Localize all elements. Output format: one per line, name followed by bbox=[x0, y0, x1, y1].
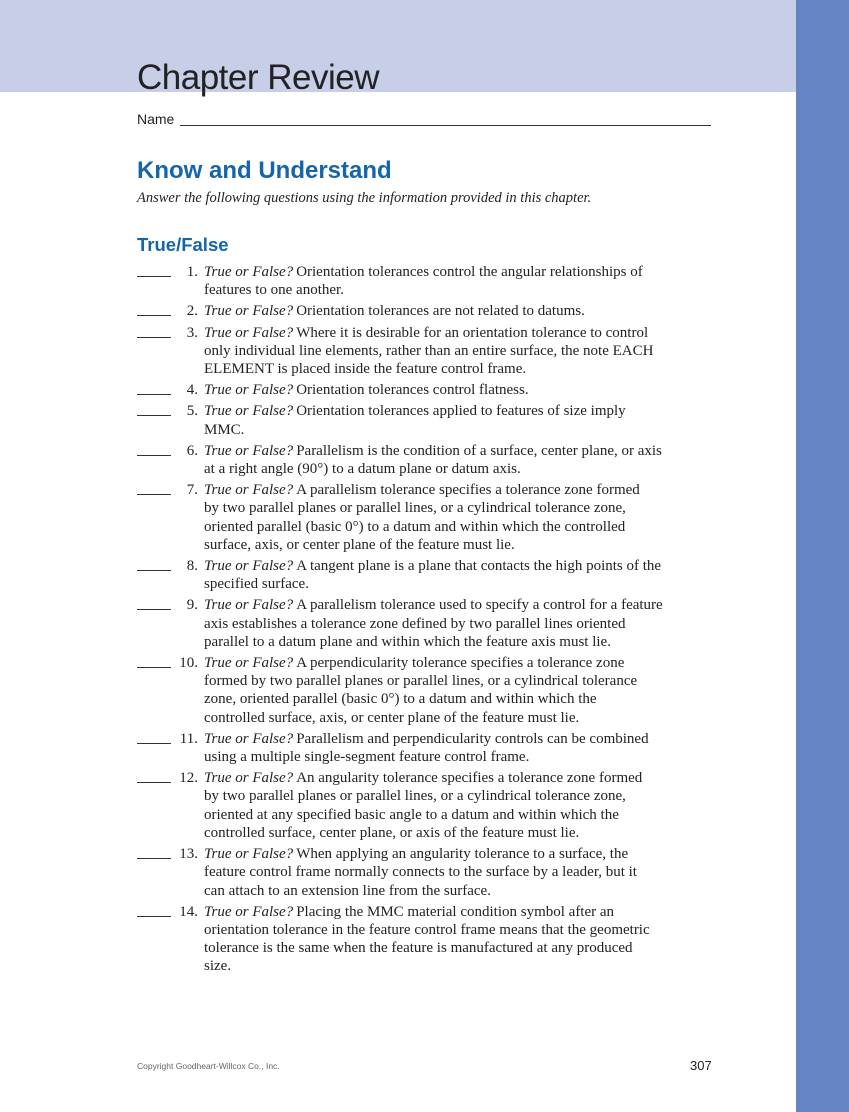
question-line: at a right angle (90°) to a datum plane or datum axis. bbox=[204, 461, 521, 478]
question-item bbox=[137, 557, 717, 593]
page-title: Chapter Review bbox=[137, 58, 379, 97]
question-text bbox=[204, 557, 717, 593]
question-number: 5. bbox=[186, 403, 198, 420]
question-number: 10. bbox=[179, 655, 198, 672]
question-prefix: True or False? bbox=[204, 846, 294, 863]
answer-blank bbox=[137, 654, 171, 668]
question-line: can attach to an extension line from the surface. bbox=[204, 882, 491, 899]
question-line: by two parallel planes or parallel lines, or a cylindrical tolerance zone, bbox=[204, 788, 626, 805]
question-number: 9. bbox=[186, 597, 198, 614]
question-text bbox=[204, 769, 717, 842]
question-line: zone, oriented parallel (basic 0°) to a datum and within which the bbox=[204, 691, 597, 708]
question-line: axis establishes a tolerance zone defined by two parallel lines oriented bbox=[204, 615, 626, 632]
question-number: 12. bbox=[179, 770, 198, 787]
answer-blank bbox=[137, 596, 171, 610]
question-number: 4. bbox=[186, 382, 198, 399]
question-prefix: True or False? bbox=[204, 558, 294, 575]
question-number: 3. bbox=[186, 324, 198, 341]
question-item bbox=[137, 302, 717, 320]
question-item bbox=[137, 481, 717, 554]
question-line: Orientation tolerances control flatness. bbox=[296, 382, 529, 399]
question-line: Where it is desirable for an orientation tolerance to control bbox=[296, 324, 649, 341]
header-band bbox=[0, 0, 796, 92]
question-line: controlled surface, center plane, or axis of the feature must lie. bbox=[204, 824, 580, 841]
answer-blank bbox=[137, 769, 171, 783]
page-number: 307 bbox=[690, 1058, 712, 1073]
question-line: Parallelism and perpendicularity controls can be combined bbox=[296, 730, 649, 747]
question-text bbox=[204, 845, 717, 900]
question-line: A parallelism tolerance used to specify a control for a feature bbox=[296, 597, 663, 614]
question-number: 7. bbox=[186, 482, 198, 499]
answer-blank bbox=[137, 324, 171, 338]
question-line: oriented parallel (basic 0°) to a datum and within which the controlled bbox=[204, 518, 626, 535]
question-text bbox=[204, 903, 717, 976]
question-line: Placing the MMC material condition symbol after an bbox=[296, 903, 615, 920]
question-text bbox=[204, 654, 717, 727]
question-prefix: True or False? bbox=[204, 770, 294, 787]
answer-blank bbox=[137, 402, 171, 416]
answer-blank bbox=[137, 557, 171, 571]
question-line: A parallelism tolerance specifies a tolerance zone formed bbox=[296, 482, 640, 499]
question-item bbox=[137, 596, 717, 651]
question-line: A perpendicularity tolerance specifies a tolerance zone bbox=[296, 655, 625, 672]
answer-blank bbox=[137, 381, 171, 395]
question-line: Parallelism is the condition of a surface, center plane, or axis bbox=[296, 442, 662, 459]
question-line: by two parallel planes or parallel lines, or a cylindrical tolerance zone, bbox=[204, 500, 626, 517]
answer-blank bbox=[137, 302, 171, 316]
question-line: Orientation tolerances control the angular relationships of bbox=[296, 264, 643, 280]
name-field bbox=[137, 111, 711, 127]
question-text bbox=[204, 324, 717, 379]
question-item bbox=[137, 730, 717, 766]
question-line: only individual line elements, rather than an entire surface, the note EACH bbox=[204, 342, 654, 359]
question-list bbox=[137, 263, 717, 979]
question-prefix: True or False? bbox=[204, 324, 294, 341]
answer-blank bbox=[137, 845, 171, 859]
question-item bbox=[137, 263, 717, 299]
question-line: tolerance is the same when the feature is manufactured at any produced bbox=[204, 940, 633, 957]
question-line: Orientation tolerances are not related to datums. bbox=[296, 303, 585, 320]
question-prefix: True or False? bbox=[204, 403, 294, 420]
question-line: MMC. bbox=[204, 421, 245, 438]
question-line: specified surface. bbox=[204, 576, 309, 593]
answer-blank bbox=[137, 903, 171, 917]
question-prefix: True or False? bbox=[204, 482, 294, 499]
page-edge-tab bbox=[796, 0, 849, 1112]
answer-blank bbox=[137, 730, 171, 744]
question-text bbox=[204, 442, 717, 478]
question-text bbox=[204, 596, 717, 651]
question-line: formed by two parallel planes or parallel lines, or a cylindrical tolerance bbox=[204, 673, 638, 690]
question-prefix: True or False? bbox=[204, 903, 294, 920]
question-prefix: True or False? bbox=[204, 303, 294, 320]
question-line: controlled surface, axis, or center plane of the feature must lie. bbox=[204, 709, 580, 726]
question-line: features to one another. bbox=[204, 282, 344, 299]
question-line: orientation tolerance in the feature control frame means that the geometric bbox=[204, 921, 650, 938]
question-number: 6. bbox=[186, 442, 198, 459]
answer-blank bbox=[137, 263, 171, 277]
answer-blank bbox=[137, 481, 171, 495]
question-line: A tangent plane is a plane that contacts the high points of the bbox=[296, 558, 662, 575]
question-prefix: True or False? bbox=[204, 264, 294, 280]
question-number: 13. bbox=[179, 846, 198, 863]
answer-blank bbox=[137, 442, 171, 456]
question-line: using a multiple single-segment feature control frame. bbox=[204, 749, 530, 766]
copyright: Copyright Goodheart-Willcox Co., Inc. bbox=[137, 1061, 280, 1071]
question-line: feature control frame normally connects to the surface by a leader, but it bbox=[204, 864, 637, 881]
question-number: 14. bbox=[179, 903, 198, 920]
section-heading: Know and Understand bbox=[137, 157, 392, 184]
question-text bbox=[204, 381, 717, 399]
question-text bbox=[204, 402, 717, 438]
name-blank-line bbox=[180, 111, 711, 126]
question-prefix: True or False? bbox=[204, 730, 294, 747]
question-prefix: True or False? bbox=[204, 382, 294, 399]
question-number: 2. bbox=[186, 303, 198, 320]
question-item bbox=[137, 324, 717, 379]
question-item bbox=[137, 903, 717, 976]
question-number: 8. bbox=[186, 558, 198, 575]
question-number: 1. bbox=[186, 264, 198, 280]
question-item bbox=[137, 654, 717, 727]
question-line: ELEMENT is placed inside the feature control frame. bbox=[204, 361, 527, 378]
question-line: parallel to a datum plane and within which the feature axis must lie. bbox=[204, 633, 611, 650]
name-label: Name bbox=[137, 111, 175, 127]
question-line: When applying an angularity tolerance to a surface, the bbox=[296, 846, 629, 863]
question-item bbox=[137, 769, 717, 842]
question-prefix: True or False? bbox=[204, 442, 294, 459]
question-number: 11. bbox=[179, 730, 198, 747]
question-item bbox=[137, 402, 717, 438]
question-item bbox=[137, 381, 717, 399]
question-line: oriented at any specified basic angle to a datum and within which the bbox=[204, 806, 619, 823]
question-text bbox=[204, 481, 717, 554]
question-text bbox=[204, 263, 717, 299]
question-prefix: True or False? bbox=[204, 655, 294, 672]
question-line: size. bbox=[204, 958, 232, 975]
question-item bbox=[137, 845, 717, 900]
question-prefix: True or False? bbox=[204, 597, 294, 614]
section-intro: Answer the following questions using the information provided in this chapter. bbox=[137, 190, 592, 206]
subsection-heading: True/False bbox=[137, 234, 229, 255]
question-line: Orientation tolerances applied to features of size imply bbox=[296, 403, 626, 420]
question-line: surface, axis, or center plane of the feature must lie. bbox=[204, 536, 515, 553]
question-line: An angularity tolerance specifies a tolerance zone formed bbox=[296, 770, 643, 787]
question-text bbox=[204, 302, 717, 320]
question-item bbox=[137, 442, 717, 478]
question-text bbox=[204, 730, 717, 766]
